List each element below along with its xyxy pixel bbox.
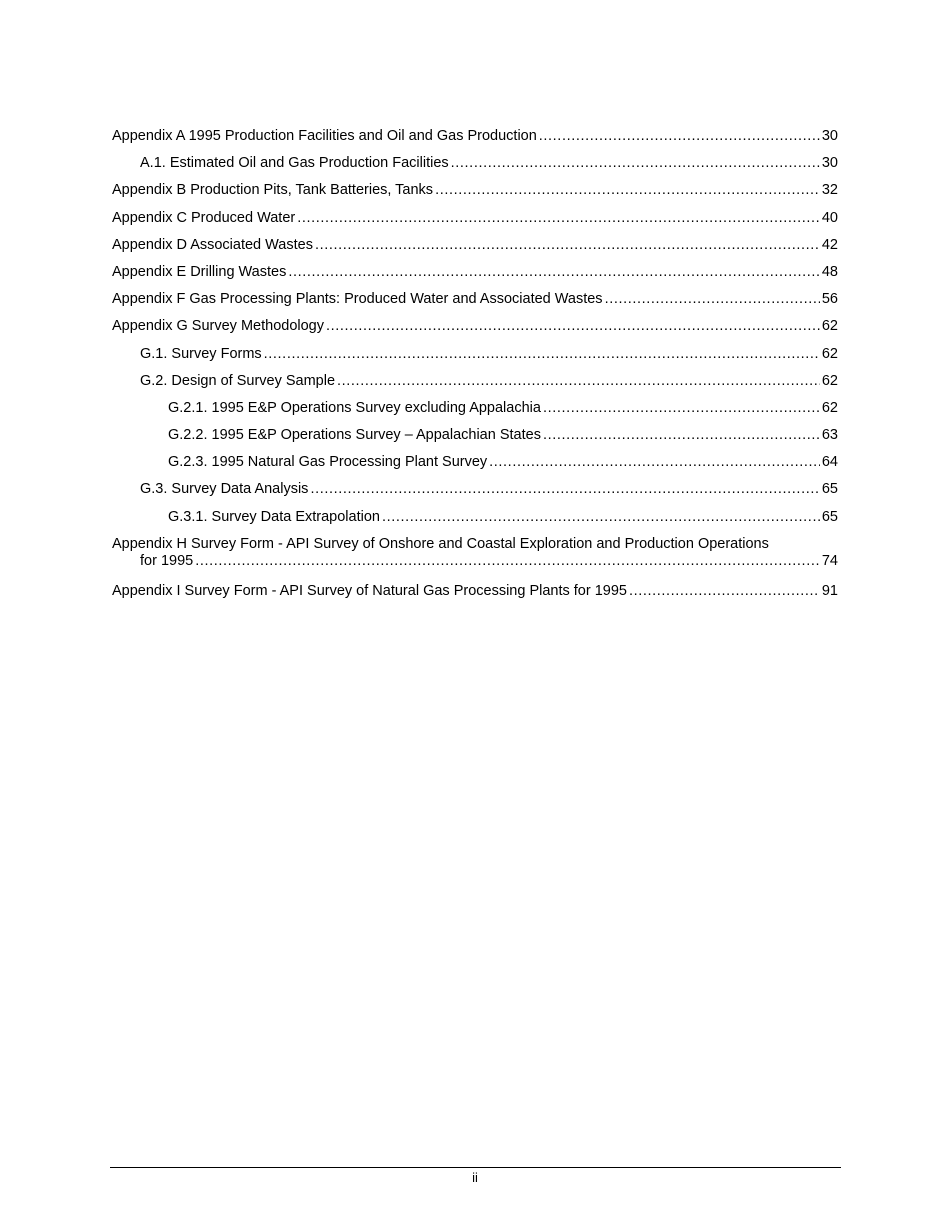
toc-entry-text: Appendix C Produced Water xyxy=(112,209,296,226)
toc-entry-page: 62 xyxy=(821,399,838,416)
toc-entry-page: 62 xyxy=(821,345,838,362)
toc-entry-text: Appendix E Drilling Wastes xyxy=(112,263,287,280)
toc-entry-appendix-g[interactable] xyxy=(112,316,838,343)
toc-entry-g21[interactable] xyxy=(112,398,838,425)
toc-entry-page: 65 xyxy=(821,481,838,498)
footer-divider xyxy=(110,1167,841,1168)
toc-entry-text: Appendix D Associated Wastes xyxy=(112,236,313,253)
dot-leader xyxy=(315,235,820,255)
dot-leader xyxy=(288,262,820,282)
toc-entry-text: Appendix I Survey Form - API Survey of Natural Gas Processing Plants for 1995 xyxy=(112,582,627,599)
dot-leader xyxy=(435,180,820,200)
toc-entry-page: 48 xyxy=(821,263,838,280)
toc-entry-page: 40 xyxy=(821,209,838,226)
dot-leader xyxy=(195,553,820,570)
toc-entry-g1[interactable] xyxy=(112,344,838,371)
toc-entry-appendix-a[interactable] xyxy=(112,126,838,153)
dot-leader xyxy=(264,344,820,364)
toc-entry-page: 30 xyxy=(821,128,838,144)
toc-entry-text-continued: for 1995 xyxy=(140,552,194,569)
dot-leader xyxy=(539,126,820,146)
toc-entry-text: Appendix A 1995 Production Facilities and Oil and Gas Production xyxy=(112,128,537,144)
toc-entry-page: 62 xyxy=(821,318,838,335)
toc-entry-page: 42 xyxy=(821,236,838,253)
dot-leader xyxy=(543,425,820,445)
toc-entry-page: 74 xyxy=(821,552,838,569)
dot-leader xyxy=(297,208,820,228)
toc-entry-text: G.3. Survey Data Analysis xyxy=(140,481,309,498)
toc-entry-page: 30 xyxy=(821,155,838,172)
toc-entry-page: 56 xyxy=(821,291,838,308)
toc-entry-continuation xyxy=(112,553,838,570)
toc-entry-appendix-h[interactable] xyxy=(112,536,838,581)
table-of-contents xyxy=(112,126,838,608)
toc-entry-text: G.3.1. Survey Data Extrapolation xyxy=(168,508,380,525)
toc-entry-text: Appendix F Gas Processing Plants: Produced Water and Associated Wastes xyxy=(112,291,603,308)
toc-entry-text: G.2.3. 1995 Natural Gas Processing Plant Survey xyxy=(168,454,488,471)
dot-leader xyxy=(543,398,820,418)
toc-entry-g3[interactable] xyxy=(112,479,838,506)
toc-entry-page: 32 xyxy=(821,182,838,199)
toc-entry-appendix-e[interactable] xyxy=(112,262,838,289)
dot-leader xyxy=(629,581,820,601)
toc-entry-appendix-f[interactable] xyxy=(112,289,838,316)
dot-leader xyxy=(337,371,820,391)
toc-entry-appendix-b[interactable] xyxy=(112,180,838,207)
dot-leader xyxy=(605,289,820,309)
toc-entry-page: 64 xyxy=(821,454,838,471)
toc-entry-appendix-i[interactable] xyxy=(112,581,838,608)
toc-entry-page: 62 xyxy=(821,372,838,389)
dot-leader xyxy=(326,316,820,336)
dot-leader xyxy=(310,479,819,499)
toc-entry-text: Appendix H Survey Form - API Survey of Onshore and Coastal Exploration and Production Operations xyxy=(112,535,769,552)
toc-entry-a1[interactable] xyxy=(112,153,838,180)
toc-entry-text: G.2. Design of Survey Sample xyxy=(140,372,336,389)
toc-entry-text: G.1. Survey Forms xyxy=(140,345,262,362)
toc-entry-text: Appendix B Production Pits, Tank Batteries, Tanks xyxy=(112,182,434,199)
toc-entry-g23[interactable] xyxy=(112,452,838,479)
toc-entry-page: 63 xyxy=(821,427,838,444)
toc-entry-page: 65 xyxy=(821,508,838,525)
dot-leader xyxy=(489,452,820,472)
toc-entry-text: A.1. Estimated Oil and Gas Production Facilities xyxy=(140,155,449,172)
toc-entry-g2[interactable] xyxy=(112,371,838,398)
toc-entry-text: G.2.1. 1995 E&P Operations Survey excluding Appalachia xyxy=(168,399,541,416)
dot-leader xyxy=(451,153,820,173)
dot-leader xyxy=(382,507,820,527)
toc-entry-appendix-c[interactable] xyxy=(112,208,838,235)
toc-entry-text: Appendix G Survey Methodology xyxy=(112,318,324,335)
toc-entry-g31[interactable] xyxy=(112,507,838,534)
toc-entry-text: G.2.2. 1995 E&P Operations Survey – Appalachian States xyxy=(168,427,541,444)
toc-entry-g22[interactable] xyxy=(112,425,838,452)
toc-entry-page: 91 xyxy=(821,582,838,599)
page-number: ii xyxy=(472,1170,478,1185)
toc-entry-appendix-d[interactable] xyxy=(112,235,838,262)
